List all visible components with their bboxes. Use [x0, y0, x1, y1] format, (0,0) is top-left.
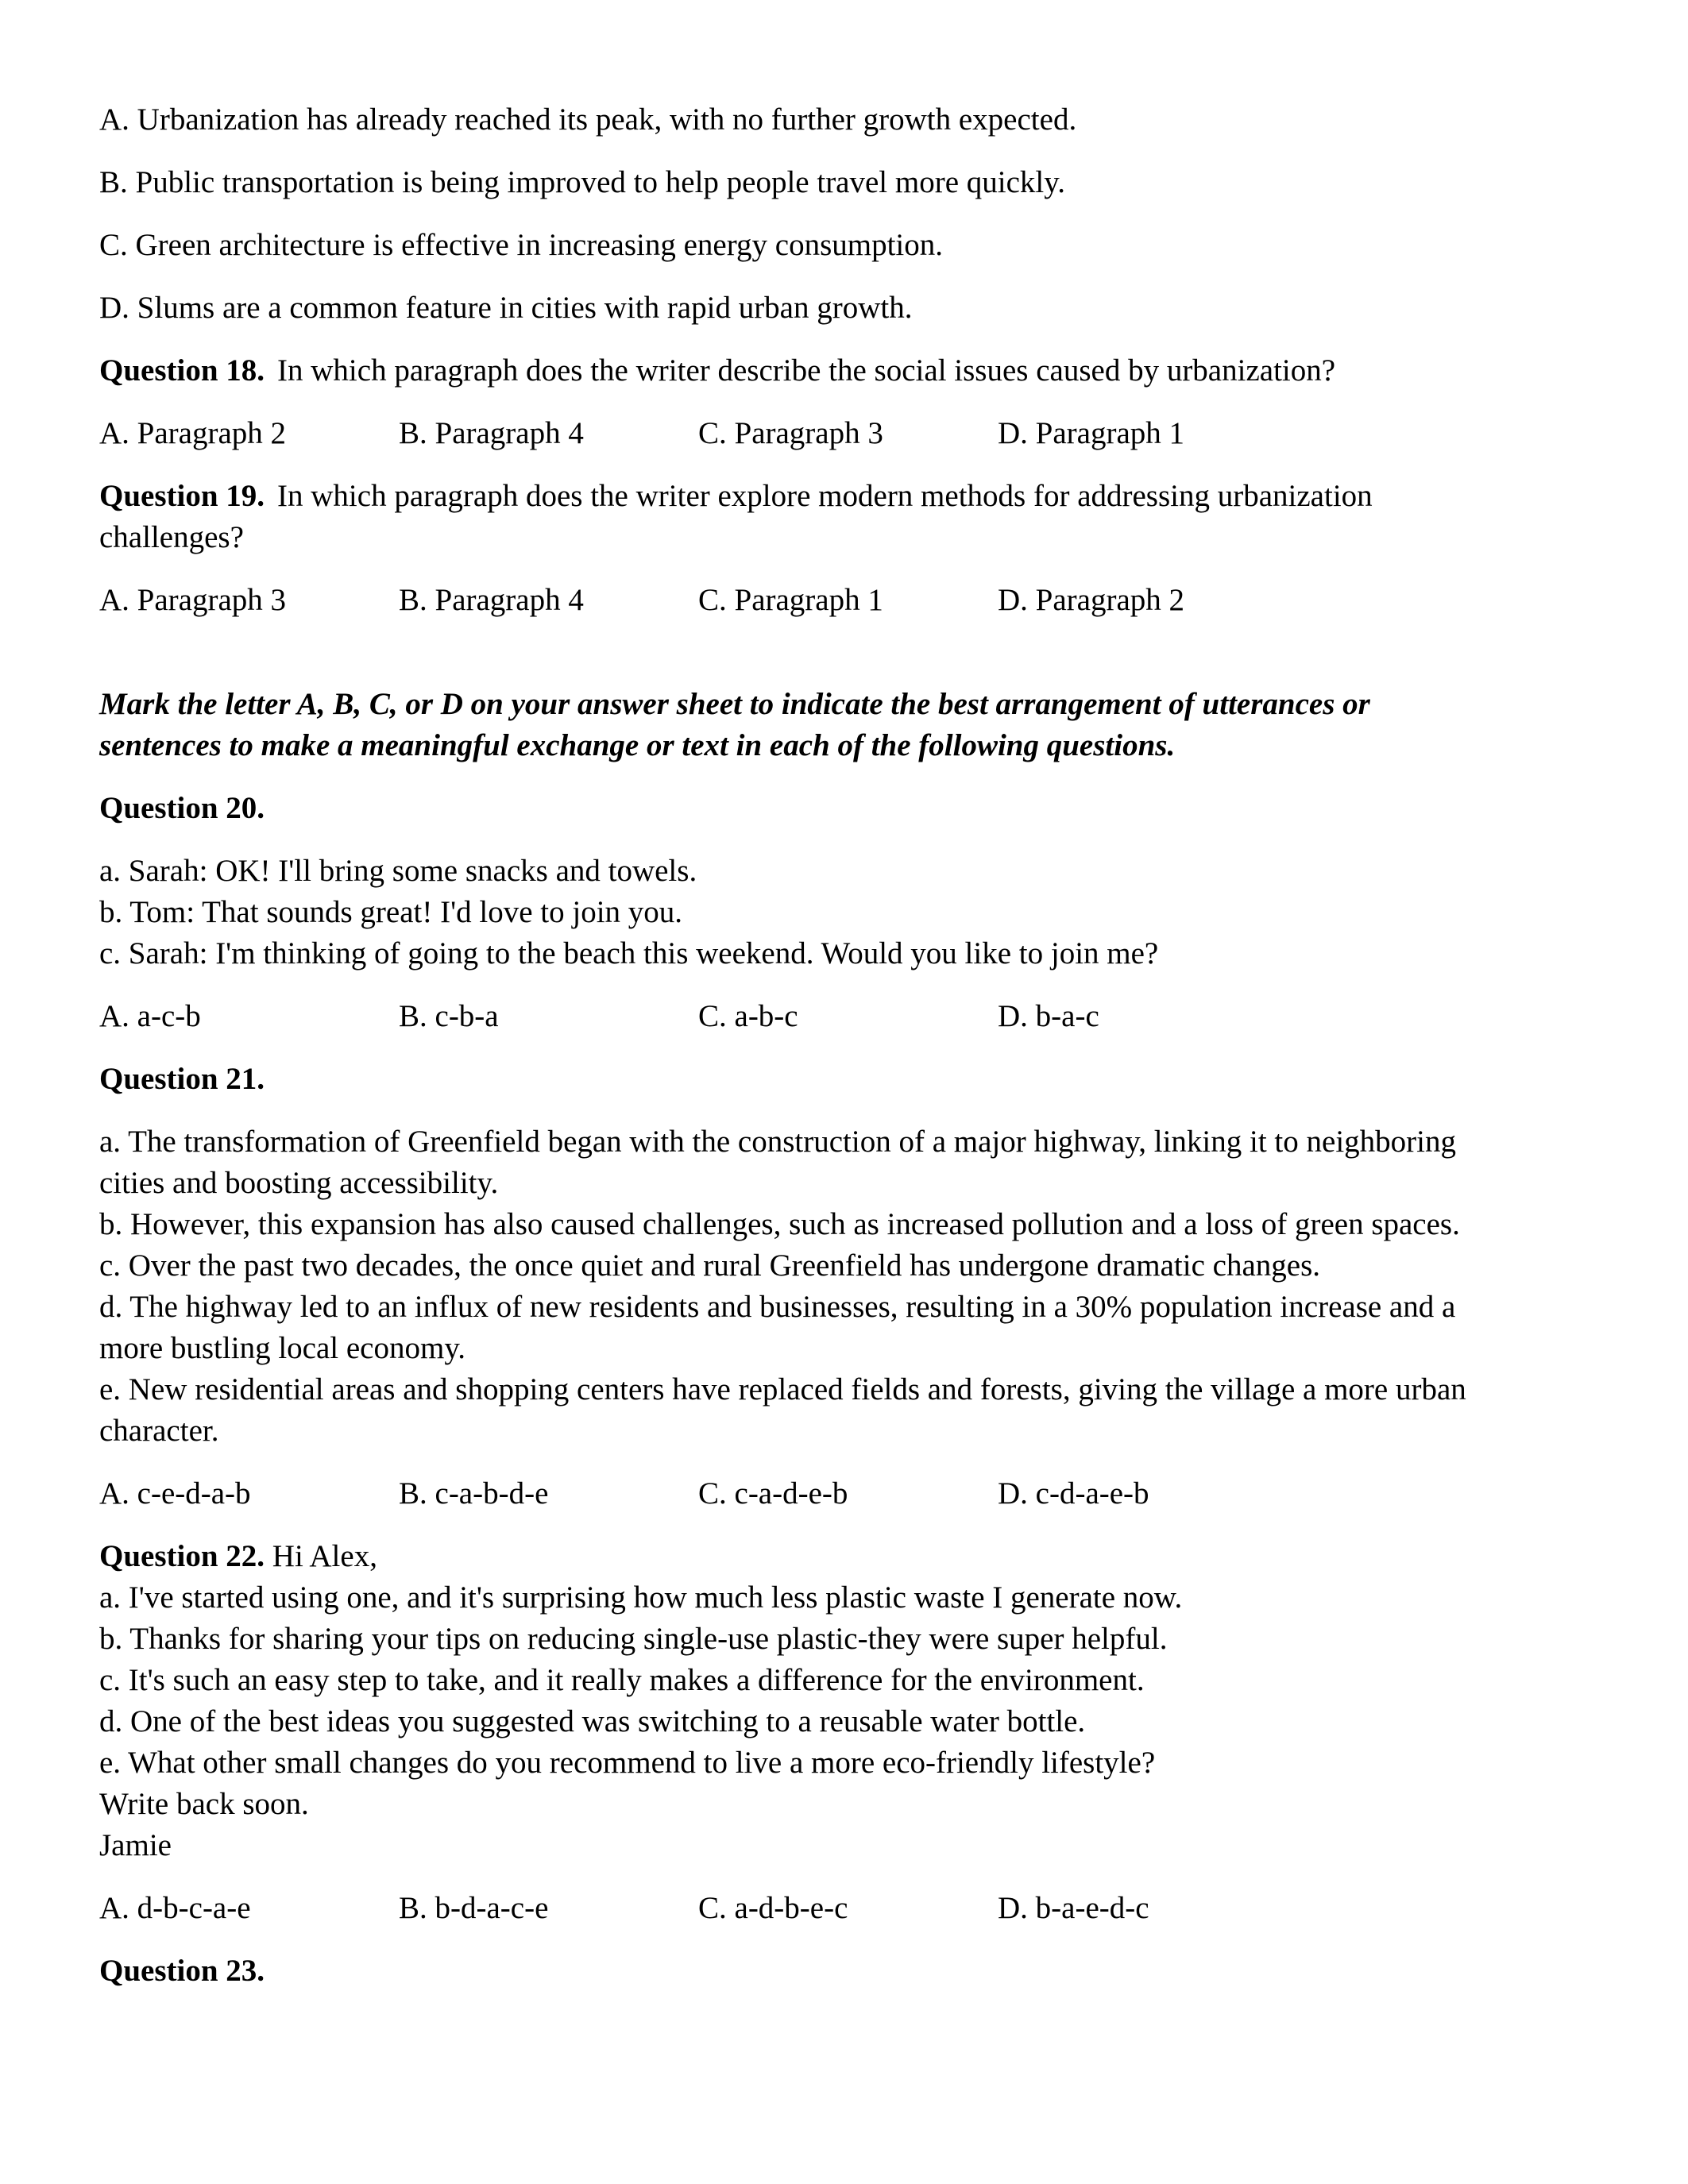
q20-option-b: B. c-b-a: [399, 999, 499, 1033]
question-19-text-line1: In which paragraph does the writer explore modern methods for addressing urbanization: [277, 479, 1373, 513]
q19-option-b: B. Paragraph 4: [399, 583, 584, 617]
instruction-line2: sentences to make a meaningful exchange or text in each of the following questions.: [99, 728, 1176, 762]
question-20-label: Question 20.: [99, 791, 265, 825]
question-18: [99, 350, 1593, 392]
question-22: [99, 1536, 1593, 1577]
question-19-text-line2: challenges?: [99, 520, 244, 554]
q18-option-a: A. Paragraph 2: [99, 416, 287, 450]
question-21-body: [99, 1121, 1593, 1452]
q22-option-b: B. b-d-a-c-e: [399, 1891, 549, 1925]
document-page: [99, 99, 1593, 1992]
question-18-options: [99, 413, 1593, 454]
q22-option-d: D. b-a-e-d-c: [998, 1891, 1149, 1925]
q21-option-a: A. c-e-d-a-b: [99, 1476, 251, 1511]
q18-option-b: B. Paragraph 4: [399, 416, 584, 450]
q19-option-d: D. Paragraph 2: [998, 583, 1185, 617]
instruction-line1: Mark the letter A, B, C, or D on your answer sheet to indicate the best arrangement of utterances or: [99, 687, 1370, 721]
q21-line-e2: character.: [99, 1414, 219, 1448]
q21-line-e1: e. New residential areas and shopping centers have replaced fields and forests, giving the village a more urban: [99, 1372, 1466, 1406]
q20-line-b: b. Tom: That sounds great! I'd love to join you.: [99, 895, 683, 929]
question-23-label: Question 23.: [99, 1954, 265, 1988]
q22-closing: Write back soon.: [99, 1787, 309, 1821]
question-22-options: [99, 1888, 1593, 1929]
q18-option-c: C. Paragraph 3: [698, 416, 883, 450]
q20-line-c: c. Sarah: I'm thinking of going to the beach this weekend. Would you like to join me?: [99, 936, 1159, 970]
q21-option-c: C. c-a-d-e-b: [698, 1476, 848, 1511]
q17-option-b: B. Public transportation is being improved to help people travel more quickly.: [99, 165, 1065, 199]
q21-line-c: c. Over the past two decades, the once quiet and rural Greenfield has undergone dramatic changes.: [99, 1248, 1320, 1283]
q19-option-a: A. Paragraph 3: [99, 583, 287, 617]
q20-option-d: D. b-a-c: [998, 999, 1099, 1033]
question-21-label: Question 21.: [99, 1062, 265, 1096]
question-19-options: [99, 580, 1593, 621]
question-19: [99, 476, 1593, 517]
q20-option-a: A. a-c-b: [99, 999, 201, 1033]
q21-option-b: B. c-a-b-d-e: [399, 1476, 549, 1511]
q20-option-c: C. a-b-c: [698, 999, 798, 1033]
q22-greeting: Hi Alex,: [272, 1539, 377, 1573]
q21-line-b: b. However, this expansion has also caused challenges, such as increased pollution and a loss of green spaces.: [99, 1207, 1460, 1241]
q22-line-c: c. It's such an easy step to take, and it really makes a difference for the environment.: [99, 1663, 1145, 1697]
q17-option-c: C. Green architecture is effective in increasing energy consumption.: [99, 228, 944, 262]
q21-line-a1: a. The transformation of Greenfield began with the construction of a major highway, linking it to neighboring: [99, 1125, 1456, 1159]
question-20-body: [99, 851, 1593, 974]
q22-option-c: C. a-d-b-e-c: [698, 1891, 848, 1925]
q22-signature: Jamie: [99, 1828, 172, 1862]
question-22-label: Question 22.: [99, 1539, 265, 1573]
q17-option-a: A. Urbanization has already reached its peak, with no further growth expected.: [99, 102, 1077, 137]
q18-option-d: D. Paragraph 1: [998, 416, 1185, 450]
question-19-label: Question 19.: [99, 479, 265, 513]
q21-line-a2: cities and boosting accessibility.: [99, 1166, 499, 1200]
q22-option-a: A. d-b-c-a-e: [99, 1891, 251, 1925]
q21-line-d2: more bustling local economy.: [99, 1331, 466, 1365]
question-21-options: [99, 1473, 1593, 1515]
q21-line-d1: d. The highway led to an influx of new residents and businesses, resulting in a 30% population increase and a: [99, 1290, 1456, 1324]
q22-line-b: b. Thanks for sharing your tips on reducing single-use plastic-they were super helpful.: [99, 1622, 1168, 1656]
q22-line-a: a. I've started using one, and it's surprising how much less plastic waste I generate now.: [99, 1580, 1183, 1615]
q17-option-d: D. Slums are a common feature in cities with rapid urban growth.: [99, 291, 913, 325]
q19-option-c: C. Paragraph 1: [698, 583, 883, 617]
question-20-options: [99, 996, 1593, 1037]
question-18-text: In which paragraph does the writer describe the social issues caused by urbanization?: [277, 353, 1336, 388]
question-18-label: Question 18.: [99, 353, 265, 388]
q21-option-d: D. c-d-a-e-b: [998, 1476, 1149, 1511]
q22-line-d: d. One of the best ideas you suggested was switching to a reusable water bottle.: [99, 1704, 1086, 1738]
q20-line-a: a. Sarah: OK! I'll bring some snacks and towels.: [99, 854, 697, 888]
q22-line-e: e. What other small changes do you recommend to live a more eco-friendly lifestyle?: [99, 1746, 1156, 1780]
